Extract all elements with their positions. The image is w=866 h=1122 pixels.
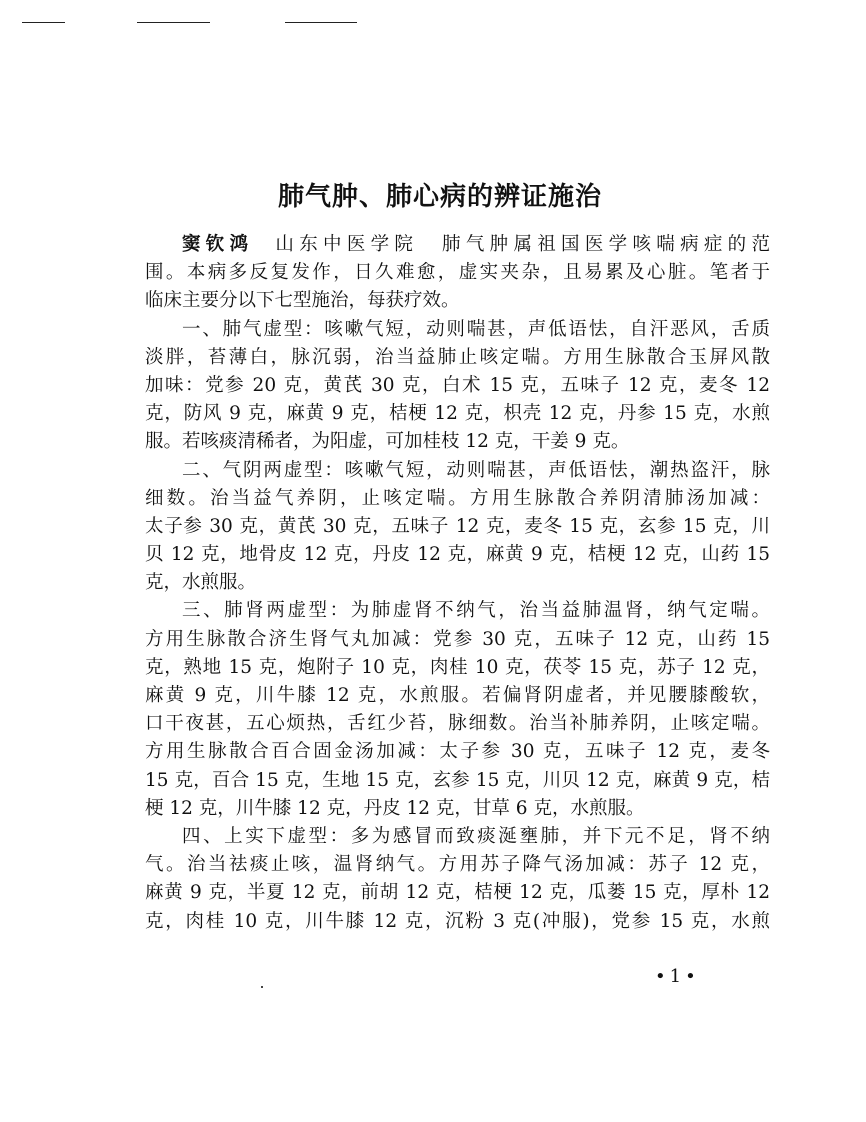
text-line: 麻黄 9 克，川牛膝 12 克，水煎服。若偏肾阴虚者，并见腰膝酸软，: [145, 685, 770, 706]
paragraph: [145, 823, 770, 936]
paragraph: [145, 597, 770, 823]
text-line: 麻黄 9 克，半夏 12 克，前胡 12 克，桔梗 12 克，瓜蒌 15 克，厚朴 12: [145, 882, 770, 904]
text-line: 方用生脉散合百合固金汤加减：太子参 30 克，五味子 12 克，麦冬: [145, 741, 770, 763]
text-line: 方用生脉散合济生肾气丸加减：党参 30 克，五味子 12 克，山药 15: [145, 628, 770, 650]
header-rule-3: [285, 22, 357, 23]
text-line: 细数。治当益气养阴，止咳定喘。方用生脉散合养阴清肺汤加减：: [145, 487, 770, 509]
article-title: 肺气肿、肺心病的辨证施治: [277, 182, 602, 212]
text-line: 服。若咳痰清稀者，为阳虚，可加桂枝 12 克，干姜 9 克。: [145, 431, 630, 453]
text-line: 克，防风 9 克，麻黄 9 克，桔梗 12 克，枳壳 12 克，丹参 15 克，水煎: [145, 403, 770, 425]
text-line: 加味：党参 20 克，黄芪 30 克，白术 15 克，五味子 12 克，麦冬 12: [145, 374, 770, 396]
paragraph: [145, 316, 770, 457]
author-name: 窦钦鸿: [182, 234, 254, 255]
scan-speck: [261, 986, 263, 988]
text-line: 克，熟地 15 克，炮附子 10 克，肉桂 10 克，茯苓 15 克，苏子 12 克，: [145, 656, 770, 678]
paragraph: [145, 231, 770, 316]
text-line: 贝 12 克，地骨皮 12 克，丹皮 12 克，麻黄 9 克，桔梗 12 克，山药 15: [145, 544, 770, 566]
text-line: 一、肺气虚型：咳嗽气短，动则喘甚，声低语怯，自汗恶风，舌质: [182, 318, 770, 340]
text-line: 围。本病多反复发作，日久难愈，虚实夹杂，且易累及心脏。笔者于: [145, 262, 770, 284]
text-line: 太子参 30 克，黄芪 30 克，五味子 12 克，麦冬 15 克，玄参 15 克，川: [145, 515, 770, 537]
text-line: 克，水煎服。: [145, 572, 257, 594]
text-line: 气。治当祛痰止咳，温肾纳气。方用苏子降气汤加减：苏子 12 克，: [145, 854, 770, 876]
text-line: 三、肺肾两虚型：为肺虚肾不纳气，治当益肺温肾，纳气定喘。: [182, 600, 770, 622]
paragraph: [145, 457, 770, 598]
text-line: [145, 231, 770, 259]
page-number: •1•: [655, 966, 700, 987]
text-line: 四、上实下虚型：多为感冒而致痰涎壅肺，并下元不足，肾不纳: [182, 825, 770, 847]
text-line: 15 克，百合 15 克，生地 15 克，玄参 15 克，川贝 12 克，麻黄 9 克，桔: [145, 769, 770, 791]
header-rule-2: [137, 22, 210, 23]
text-line: 口干夜甚，五心烦热，舌红少苔，脉细数。治当补肺养阴，止咳定喘。: [145, 713, 770, 735]
text-line: 克，肉桂 10 克，川牛膝 12 克，沉粉 3 克(冲服)，党参 15 克，水煎: [145, 910, 770, 932]
text-line: 临床主要分以下七型施治，每获疗效。: [145, 290, 460, 312]
article-body: [145, 231, 770, 936]
text-line: 二、气阴两虚型：咳嗽气短，动则喘甚，声低语怯，潮热盗汗，脉: [182, 459, 770, 481]
text-line: 梗 12 克，川牛膝 12 克，丹皮 12 克，甘草 6 克，水煎服。: [145, 797, 645, 819]
header-rule-1: [22, 22, 65, 23]
text-line: 淡胖，苔薄白，脉沉弱，治当益肺止咳定喘。方用生脉散合玉屏风散: [145, 346, 770, 368]
affiliation-text: 山东中医学院 肺气肿属祖国医学咳喘病症的范: [275, 234, 770, 255]
